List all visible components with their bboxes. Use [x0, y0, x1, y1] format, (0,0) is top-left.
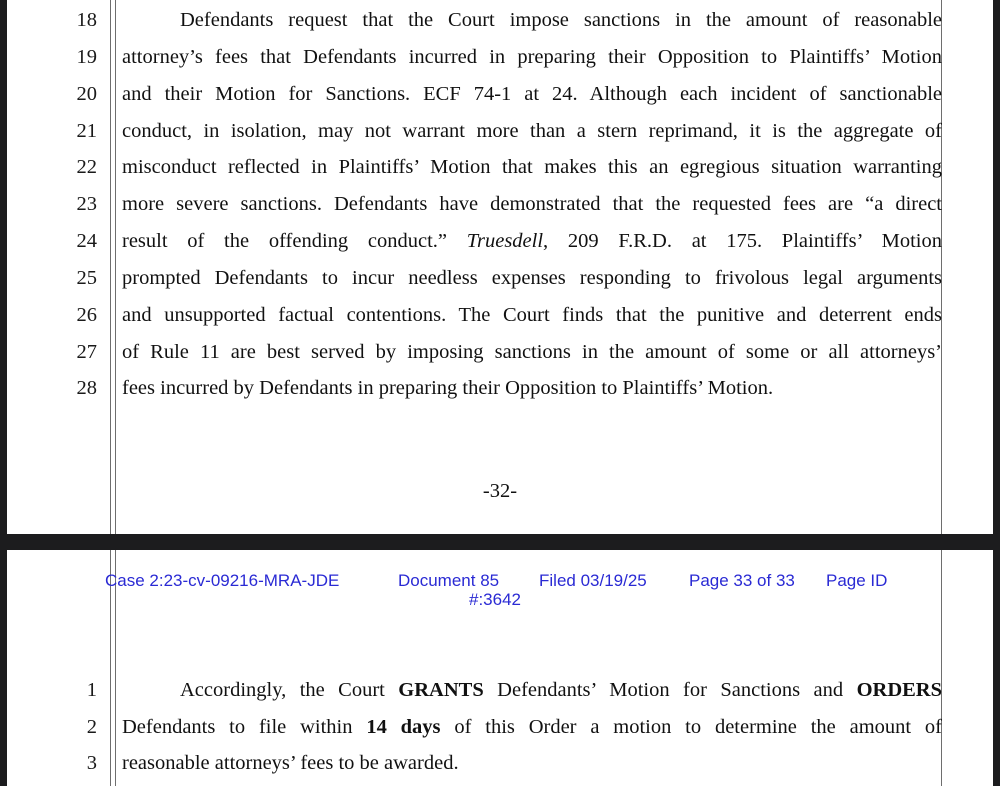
line-number: 18 [76, 9, 97, 31]
page-count: Page 33 of 33 [689, 571, 795, 590]
emphasis-deadline: 14 days [366, 716, 441, 738]
body-text-line: prompted Defendants to incur needless expenses responding to frivolous legal arguments [122, 267, 942, 289]
body-text-line [122, 680, 942, 701]
line-number: 21 [76, 120, 97, 142]
margin-rule [110, 0, 111, 534]
body-text-line [122, 231, 942, 252]
text-run: Accordingly, the Court [180, 679, 399, 701]
body-text-line: conduct, in isolation, may not warrant more than a stern reprimand, it is the aggregate of [122, 120, 942, 142]
body-text-line: and their Motion for Sanctions. ECF 74-1 at 24. Although each incident of sanctionable [122, 83, 942, 105]
text-run: , 209 F.R.D. at 175. Plaintiffs’ Motion [543, 230, 942, 252]
margin-rule-right [941, 550, 942, 786]
text-run: of this Order a motion to determine the amount of [440, 716, 942, 738]
line-number: 19 [76, 46, 97, 68]
margin-rule [115, 0, 116, 534]
case-citation: Truesdell [466, 230, 544, 252]
page-id-number: #:3642 [469, 590, 521, 609]
line-number: 25 [76, 267, 97, 289]
body-text-line: of Rule 11 are best served by imposing sanctions in the amount of some or all attorneys’ [122, 341, 942, 363]
line-number: 24 [76, 230, 97, 252]
document-page-32 [7, 0, 993, 534]
line-number: 26 [76, 304, 97, 326]
body-text-line: more severe sanctions. Defendants have demonstrated that the requested fees are “a direct [122, 193, 942, 215]
line-number: 20 [76, 83, 97, 105]
case-number: Case 2:23-cv-09216-MRA-JDE [105, 571, 340, 590]
body-text-line: Defendants request that the Court impose sanctions in the amount of reasonable [180, 9, 942, 31]
text-run: result of the offending conduct.” [122, 230, 467, 252]
line-number: 22 [76, 156, 97, 178]
text-run: Defendants to file within [122, 716, 367, 738]
line-number: 1 [86, 679, 97, 701]
line-number: 23 [76, 193, 97, 215]
line-number: 2 [86, 716, 97, 738]
document-number: Document 85 [398, 571, 500, 590]
emphasis-grants: GRANTS [398, 679, 484, 701]
document-page-33 [7, 550, 993, 786]
body-text-line [122, 717, 942, 738]
text-run: Defendants’ Motion for Sanctions and [483, 679, 857, 701]
line-number: 27 [76, 341, 97, 363]
body-text-line: misconduct reflected in Plaintiffs’ Motion that makes this an egregious situation warranting [122, 156, 942, 178]
line-number: 3 [86, 752, 97, 774]
emphasis-orders: ORDERS [856, 679, 942, 701]
body-text-line: attorney’s fees that Defendants incurred in preparing their Opposition to Plaintiffs’ Motion [122, 46, 942, 68]
body-text-line: fees incurred by Defendants in preparing their Opposition to Plaintiffs’ Motion. [122, 377, 774, 399]
line-number: 28 [76, 377, 97, 399]
page-id-label: Page ID [826, 571, 888, 590]
body-text-line: reasonable attorneys’ fees to be awarded. [122, 752, 459, 774]
page-number: -32- [482, 480, 518, 502]
body-text-line: and unsupported factual contentions. The Court finds that the punitive and deterrent ends [122, 304, 942, 326]
filed-date: Filed 03/19/25 [539, 571, 647, 590]
